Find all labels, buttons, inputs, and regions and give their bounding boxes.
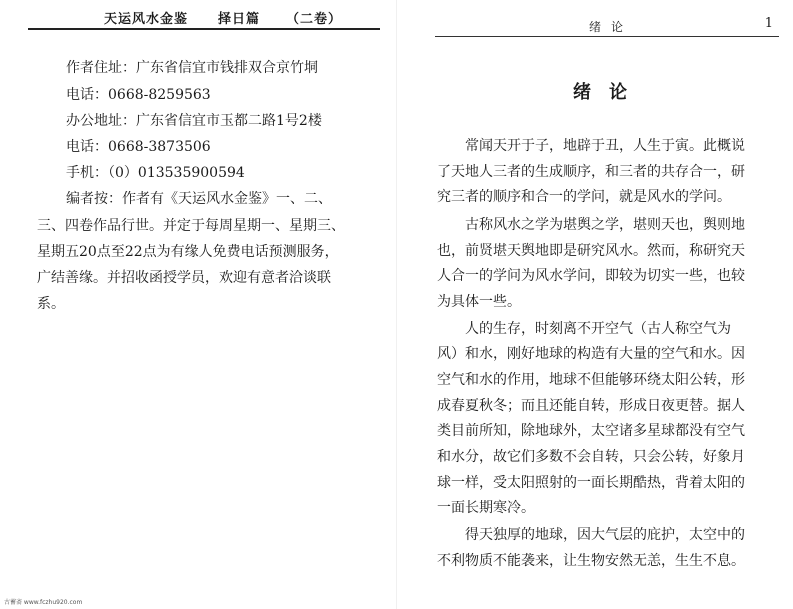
left-page — [0, 0, 396, 609]
paragraph-line: 得天独厚的地球，因大气层的庇护，太空中的 — [465, 527, 745, 543]
editor-note-line: 系。 — [37, 296, 65, 312]
paragraph-line: 究三者的顺序和合一的学问，就是风水的学问。 — [437, 189, 731, 205]
editor-note-line: 编者按：作者有《天运风水金鉴》一、二、 — [66, 191, 332, 207]
paragraph-line: 了天地人三者的生成顺序，和三者的共存合一，研 — [437, 164, 745, 180]
editor-note-line: 三、四卷作品行世。并定于每周星期一、星期三、 — [37, 218, 345, 234]
editor-note-line: 星期五20点至22点为有缘人免费电话预测服务， — [37, 244, 339, 260]
page-number: 1 — [764, 16, 773, 31]
paragraph-line: 球一样，受太阳照射的一面长期酷热，背着太阳的 — [437, 475, 745, 491]
paragraph-line: 人的生存，时刻离不开空气（古人称空气为 — [465, 321, 731, 337]
paragraph-line: 风）和水，刚好地球的构造有大量的空气和水。因 — [437, 346, 745, 362]
paragraph-line: 也，前贤堪天舆地即是研究风水。然而，称研究天 — [437, 243, 745, 259]
paragraph-line: 成春夏秋冬；而且还能自转，形成日夜更替。据人 — [437, 398, 745, 414]
phone-line: 电话：0668-8259563 — [66, 87, 211, 103]
author-address-line: 作者住址：广东省信宜市钱排双合京竹垌 — [66, 60, 318, 76]
chapter-title: 绪论 — [573, 82, 645, 103]
right-running-header — [437, 14, 777, 34]
paragraph-line: 古称风水之学为堪舆之学，堪则天也，舆则地 — [465, 217, 745, 233]
paragraph-line: 和水分，故它们多数不会自转，只会公转，好象月 — [437, 449, 745, 465]
running-title: 绪论 — [589, 20, 634, 34]
paragraph-line: 人合一的学问为风水学问，即较为切实一些，也较 — [437, 268, 745, 284]
header-rule — [435, 36, 779, 37]
paragraph-line: 为具体一些。 — [437, 294, 521, 310]
editor-note-line: 广结善缘。并招收函授学员，欢迎有意者洽谈联 — [37, 270, 331, 286]
paragraph-line: 空气和水的作用，地球不但能够环绕太阳公转，形 — [437, 372, 745, 388]
header-book-title: 天运风水金鉴 — [104, 12, 189, 27]
header-volume: （二卷） — [286, 12, 343, 27]
office-phone-line: 电话：0668-3873506 — [66, 139, 211, 155]
paragraph-line: 类目前所知，除地球外，太空诸多星球都没有空气 — [437, 423, 745, 439]
header-rule — [28, 28, 380, 30]
scan-watermark: 古蓄斋 www.fczhu920.com — [4, 599, 83, 606]
paragraph-line: 常闻天开于子，地辟于丑，人生于寅。此概说 — [465, 138, 745, 154]
mobile-line: 手机：（0）013535900594 — [66, 165, 245, 181]
office-address-line: 办公地址：广东省信宜市玉都二路1号2楼 — [66, 113, 322, 129]
header-section: 择日篇 — [218, 12, 261, 27]
paragraph-line: 一面长期寒冷。 — [437, 500, 535, 516]
left-running-header — [28, 6, 380, 26]
right-page — [397, 0, 793, 609]
paragraph-line: 不利物质不能袭来，让生物安然无恙，生生不息。 — [437, 553, 745, 569]
